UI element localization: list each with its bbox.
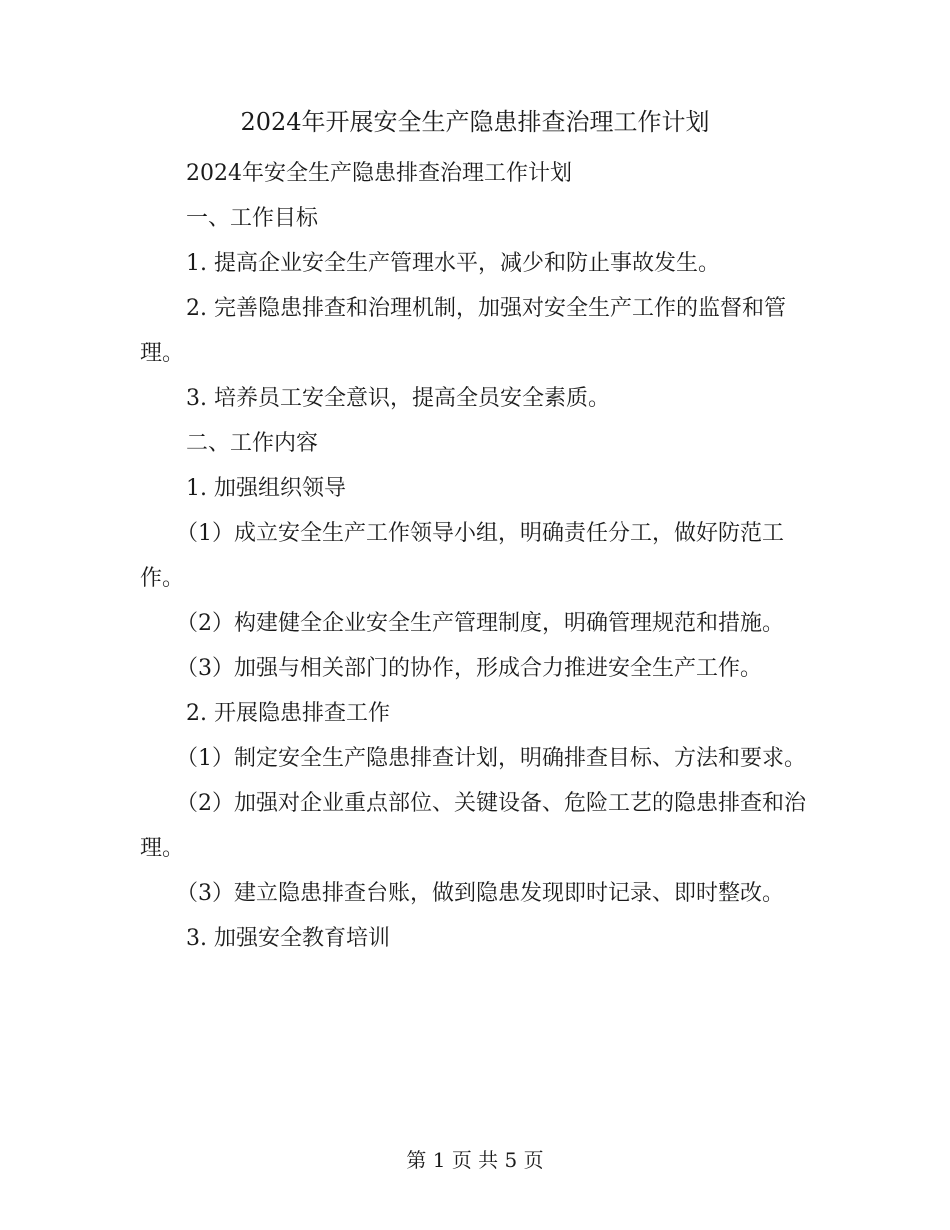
paragraph: （3）加强与相关部门的协作，形成合力推进安全生产工作。 [176,656,762,681]
paragraph: 3. 培养员工安全意识，提高全员安全素质。 [186,386,610,411]
document-body [140,151,810,961]
document-title: 2024年开展安全生产隐患排查治理工作计划 [240,108,710,136]
paragraph: 2. 完善隐患排查和治理机制，加强对安全生产工作的监督和管理。 [140,296,786,366]
paragraph: （3）建立隐患排查台账，做到隐患发现即时记录、即时整改。 [176,881,784,906]
paragraph: （2）构建健全企业安全生产管理制度，明确管理规范和措施。 [176,611,784,636]
paragraph: （2）加强对企业重点部位、关键设备、危险工艺的隐患排查和治理。 [140,791,806,861]
section-heading: 一、工作目标 [186,206,319,231]
page-number: 第 1 页 共 5 页 [406,1148,544,1172]
paragraph: （1）成立安全生产工作领导小组，明确责任分工，做好防范工作。 [140,521,784,591]
paragraph: 2024年安全生产隐患排查治理工作计划 [186,161,572,186]
subsection-heading: 1. 加强组织领导 [186,476,346,501]
subsection-heading: 2. 开展隐患排查工作 [186,701,390,726]
section-heading: 二、工作内容 [186,431,319,456]
subsection-heading: 3. 加强安全教育培训 [186,926,390,951]
paragraph: 1. 提高企业安全生产管理水平，减少和防止事故发生。 [186,251,720,276]
paragraph: （1）制定安全生产隐患排查计划，明确排查目标、方法和要求。 [176,746,806,771]
